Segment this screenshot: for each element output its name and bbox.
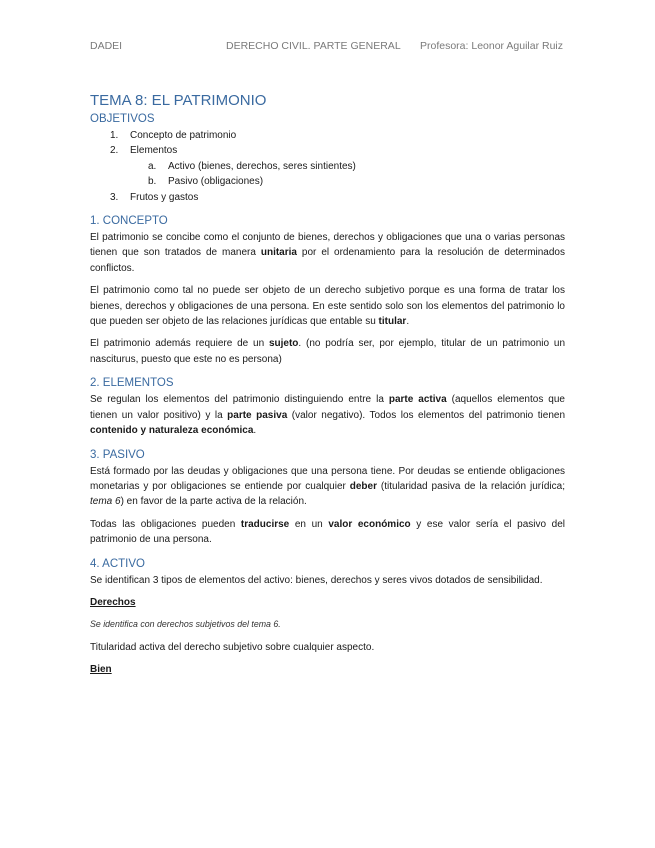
activo-heading: 4. ACTIVO <box>90 557 145 570</box>
concepto-paragraph-2: El patrimonio como tal no puede ser objeto de un derecho subjetivo porque es una forma de tratar los bienes, derechos y obligaciones de una persona. En este sentido solo son los elementos del patrimonio lo que pueden ser objeto de las relaciones jurídicas que entable su titular. <box>90 285 565 328</box>
pasivo-heading: 3. PASIVO <box>90 448 145 461</box>
header-center: DERECHO CIVIL. PARTE GENERAL <box>226 40 401 52</box>
sub-list-item: b. Pasivo (obligaciones) <box>148 176 264 188</box>
bien-subheading: Bien <box>90 664 112 676</box>
concepto-paragraph-1: El patrimonio se concibe como el conjunto de bienes, derechos y obligaciones que una o varias personas tienen que son tratados de manera unitaria por el ordenamiento para la resolución de determinados conflictos. <box>90 232 565 274</box>
derechos-text: Titularidad activa del derecho subjetivo sobre cualquier aspecto. <box>90 641 375 653</box>
header-right: Profesora: Leonor Aguilar Ruiz <box>420 40 563 52</box>
pasivo-paragraph-1: Está formado por las deudas y obligaciones que una persona tiene. Por deudas se entiende obligaciones monetarias y por obligaciones se entiende por cualquier deber (titularidad pasiva de la relación jurídica; tema 6) en favor de la parte activa de la relación. <box>90 465 565 508</box>
elementos-heading: 2. ELEMENTOS <box>90 377 174 390</box>
elementos-paragraph-1: Se regulan los elementos del patrimonio distinguiendo entre la parte activa (aquellos elementos que tienen un valor positivo) y la parte pasiva (valor negativo). Todos los elementos del patrimonio tienen contenido y naturaleza económica. <box>90 394 566 437</box>
derechos-note: Se identifica con derechos subjetivos del tema 6. <box>90 619 281 630</box>
sub-list-item: a. Activo (bienes, derechos, seres sintientes) <box>148 160 356 172</box>
list-item: 3. Frutos y gastos <box>110 191 199 203</box>
pasivo-paragraph-2: Todas las obligaciones pueden traducirse en un valor económico y ese valor sería el pasivo del patrimonio de una persona. <box>90 518 566 546</box>
document-title: TEMA 8: EL PATRIMONIO <box>90 92 267 109</box>
header-left: DADEI <box>90 40 123 52</box>
objetivos-heading: OBJETIVOS <box>90 113 155 125</box>
concepto-heading: 1. CONCEPTO <box>90 215 168 228</box>
objetivos-list <box>90 128 565 205</box>
activo-paragraph-1: Se identifican 3 tipos de elementos del activo: bienes, derechos y seres vivos dotados de sensibilidad. <box>90 574 543 586</box>
derechos-subheading: Derechos <box>90 596 136 608</box>
document-body <box>90 92 565 685</box>
concepto-paragraph-3: El patrimonio además requiere de un sujeto. (no podría ser, por ejemplo, titular de un patrimonio un nasciturus, puesto que este no es persona) <box>90 338 566 365</box>
list-item: 2. Elementos <box>110 145 178 157</box>
list-item: 1. Concepto de patrimonio <box>110 130 237 141</box>
